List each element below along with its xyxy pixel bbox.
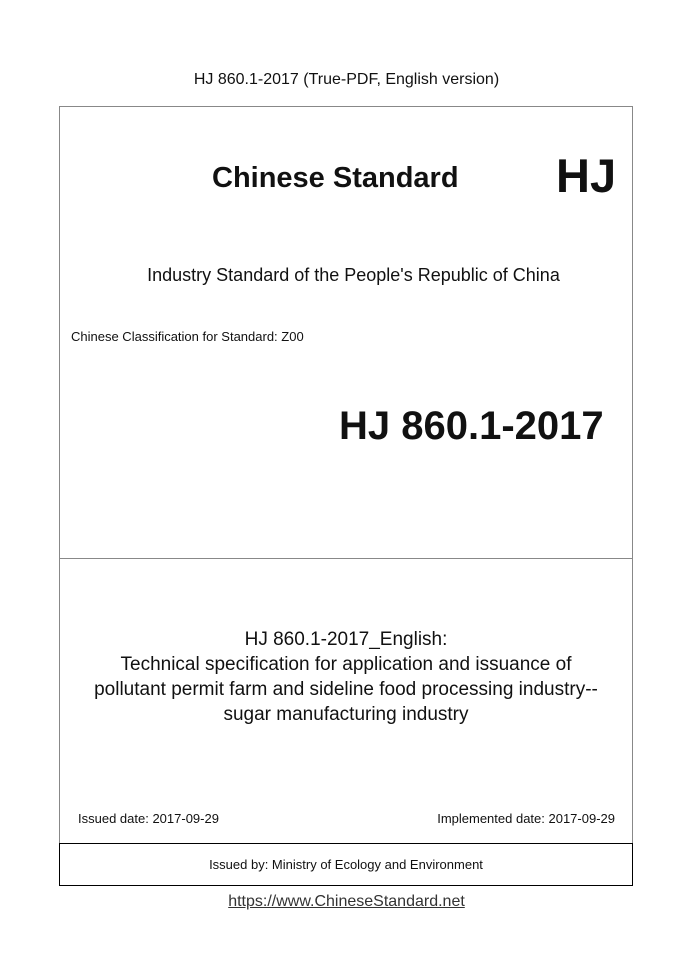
page-header-title: HJ 860.1-2017 (True-PDF, English version) <box>193 71 500 88</box>
standard-number: HJ 860.1-2017 <box>339 404 604 448</box>
standard-code-prefix: HJ <box>556 149 617 202</box>
website-link[interactable]: https://www.ChineseStandard.net <box>228 893 465 910</box>
document-title-line: pollutant permit farm and sideline food processing industry-- <box>94 679 598 700</box>
issued-date: Issued date: 2017-09-29 <box>78 811 219 826</box>
document-title-line: HJ 860.1-2017_English: <box>244 629 448 650</box>
standard-heading: Chinese Standard <box>212 162 459 194</box>
implemented-date: Implemented date: 2017-09-29 <box>437 811 615 826</box>
issuer-box <box>59 843 633 886</box>
document-title <box>59 627 633 727</box>
document-title-line: sugar manufacturing industry <box>223 704 469 725</box>
issuer-text: Issued by: Ministry of Ecology and Environment <box>209 857 483 872</box>
industry-line: Industry Standard of the People's Republic of China <box>147 265 560 285</box>
document-title-line: Technical specification for application and issuance of <box>120 654 572 675</box>
classification-text: Chinese Classification for Standard: Z00 <box>71 329 304 344</box>
